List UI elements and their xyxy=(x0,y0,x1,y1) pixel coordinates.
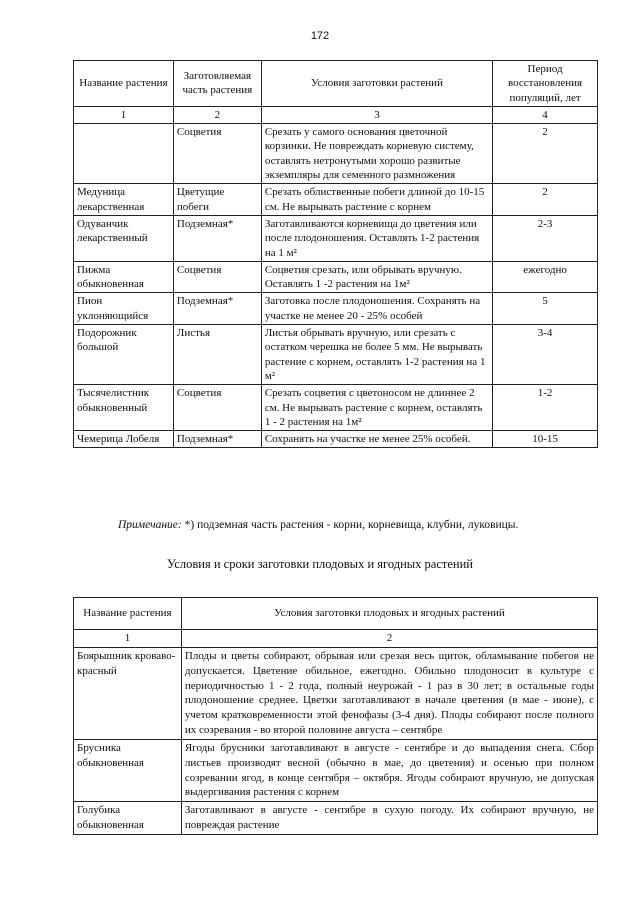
footnote-text: *) подземная часть растения - корни, корневища, клубни, луковицы. xyxy=(181,519,519,531)
column-number: 3 xyxy=(261,106,492,123)
plant-name: Брусника обыкновенная xyxy=(74,739,182,801)
recovery-period: 2 xyxy=(493,184,598,216)
column-number: 2 xyxy=(173,106,261,123)
header-harvest-conditions: Условия заготовки растений xyxy=(261,61,492,107)
plant-name: Пижма обыкновенная xyxy=(74,261,174,293)
table-row xyxy=(74,184,598,216)
table-row xyxy=(74,739,598,801)
header-harvested-part: Заготовляемая часть растения xyxy=(173,61,261,107)
recovery-period: 2-3 xyxy=(493,215,598,261)
table-row xyxy=(74,385,598,431)
plant-part: Соцветия xyxy=(173,261,261,293)
column-number: 2 xyxy=(181,630,597,648)
table-row xyxy=(74,802,598,835)
plant-name: Голубика обыкновенная xyxy=(74,802,182,835)
footnote-label: Примечание: xyxy=(118,519,182,531)
page-number: 172 xyxy=(310,30,330,42)
header-plant-name: Название растения xyxy=(74,61,174,107)
recovery-period: 10-15 xyxy=(493,431,598,448)
table-row xyxy=(74,124,598,184)
harvest-conditions: Заготовка после плодоношения. Сохранять на участке не менее 20 - 25% особей xyxy=(261,293,492,325)
column-number: 1 xyxy=(74,106,174,123)
harvest-conditions: Плоды и цветы собирают, обрывая или срезая весь щиток, обламывание побегов не допускается. Цветение обильное, ежегодно. Обильно плодоносит в культуре с периодичностью 1 - 2 года, полный неурожай - 1 раз в 30 лет; в остальные годы плодоношение среднее. Цветки заготавливают в начале цветения (в мае - июне), с учетом кратковременности этой фенофазы (3-4 дня). Плоды собирают после полного их созревания - во второй половине августа – сентябре xyxy=(181,647,597,739)
plants-harvest-table xyxy=(73,60,598,448)
table-row xyxy=(74,325,598,385)
plant-name xyxy=(74,124,174,184)
harvest-conditions: Заготавливаются корневища до цветения или после плодоношения. Оставлять 1-2 растения на 1 м² xyxy=(261,215,492,261)
harvest-conditions: Сохранять на участке не менее 25% особей. xyxy=(261,431,492,448)
plant-part: Подземная* xyxy=(173,431,261,448)
harvest-conditions: Ягоды брусники заготавливают в августе - сентябре и до выпадения снега. Сбор листьев производят весной (обычно в мае, до цветения) и осенью при полном созревании ягод, в конце сентября – октября. Ягоды собирают вручную, не допуская выдергивания растения с корнем xyxy=(181,739,597,801)
column-number-row xyxy=(74,630,598,648)
table-row xyxy=(74,293,598,325)
table-header-row xyxy=(74,598,598,630)
recovery-period: 5 xyxy=(493,293,598,325)
table-row xyxy=(74,431,598,448)
harvest-conditions: Соцветия срезать, или обрывать вручную. Оставлять 1 -2 растения на 1м² xyxy=(261,261,492,293)
column-number: 4 xyxy=(493,106,598,123)
plant-part: Соцветия xyxy=(173,124,261,184)
column-number: 1 xyxy=(74,630,182,648)
recovery-period: 3-4 xyxy=(493,325,598,385)
recovery-period: ежегодно xyxy=(493,261,598,293)
recovery-period: 2 xyxy=(493,124,598,184)
plant-name: Тысячелистник обыкновенный xyxy=(74,385,174,431)
plant-part: Цветущие побеги xyxy=(173,184,261,216)
header-fruit-conditions: Условия заготовки плодовых и ягодных растений xyxy=(181,598,597,630)
header-plant-name: Название растения xyxy=(74,598,182,630)
harvest-conditions: Срезать соцветия с цветоносом не длиннее 2 см. Не вырывать растение с корнем, оставлять 1 - 2 растения на 1м² xyxy=(261,385,492,431)
plant-name: Боярышник кроваво-красный xyxy=(74,647,182,739)
fruit-berry-table xyxy=(73,597,598,835)
harvest-conditions: Срезать облиственные побеги длиной до 10-15 см. Не вырывать растение с корнем xyxy=(261,184,492,216)
harvest-conditions: Листья обрывать вручную, или срезать с остатком черешка не более 5 мм. Не вырывать растение с корнем, оставлять 1-2 растения на 1 м² xyxy=(261,325,492,385)
recovery-period: 1-2 xyxy=(493,385,598,431)
table-row xyxy=(74,215,598,261)
header-recovery-period: Период восстановления популяций, лет xyxy=(493,61,598,107)
table-row xyxy=(74,647,598,739)
plant-part: Подземная* xyxy=(173,215,261,261)
section-title: Условия и сроки заготовки плодовых и ягодных растений xyxy=(167,557,473,571)
table-row xyxy=(74,261,598,293)
plant-part: Подземная* xyxy=(173,293,261,325)
footnote xyxy=(118,519,588,531)
plant-name: Пион уклоняющийся xyxy=(74,293,174,325)
plant-name: Подорожник большой xyxy=(74,325,174,385)
harvest-conditions: Срезать у самого основания цветочной корзинки. Не повреждать корневую систему, оставлять нетронутыми хорошо развитые экземпляры для семенного размножения xyxy=(261,124,492,184)
harvest-conditions: Заготавливают в августе - сентябре в сухую погоду. Их собирают вручную, не повреждая растение xyxy=(181,802,597,835)
plant-name: Медуница лекарственная xyxy=(74,184,174,216)
plant-name: Одуванчик лекарственный xyxy=(74,215,174,261)
table-header-row xyxy=(74,61,598,107)
column-number-row xyxy=(74,106,598,123)
plant-name: Чемерица Лобеля xyxy=(74,431,174,448)
plant-part: Листья xyxy=(173,325,261,385)
plant-part: Соцветия xyxy=(173,385,261,431)
